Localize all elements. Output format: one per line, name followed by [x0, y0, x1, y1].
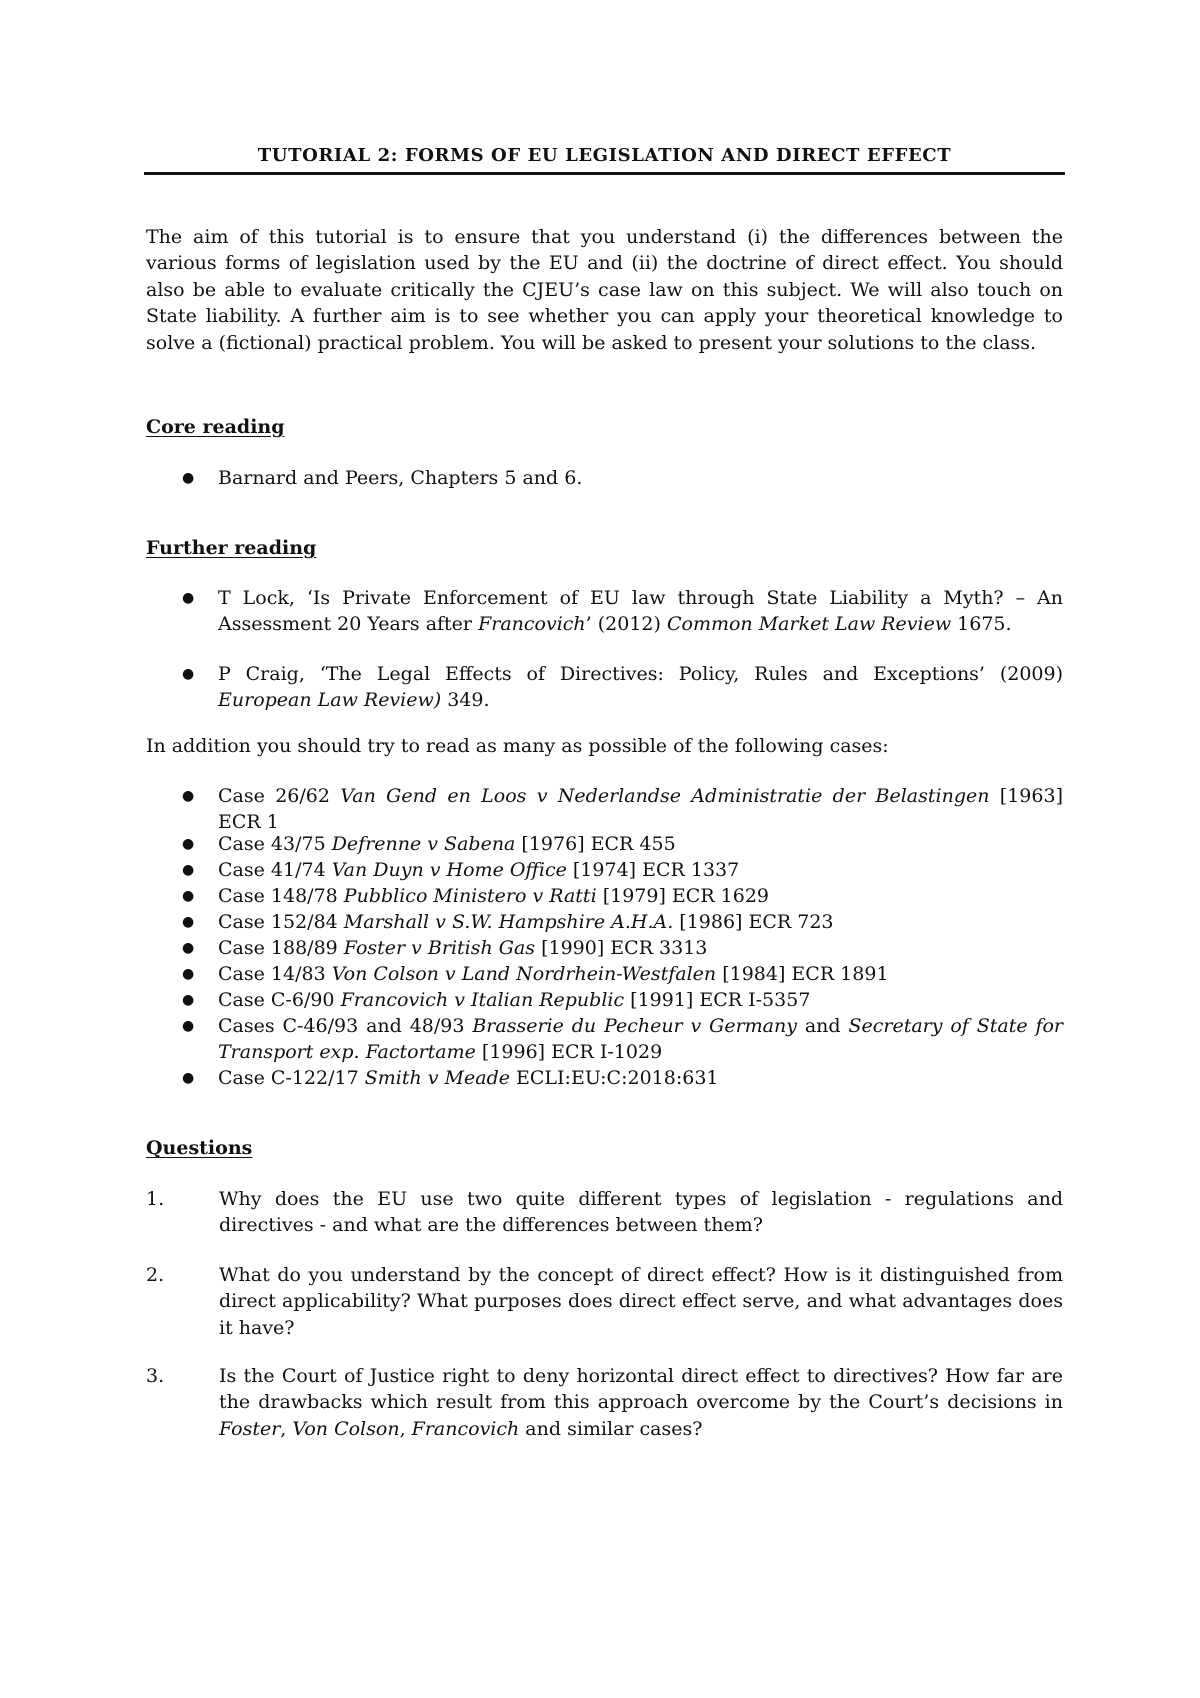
case-item	[182, 935, 1063, 961]
case-citation: [1974] ECR 1337	[566, 859, 740, 881]
case-number: Case 188/89	[218, 937, 344, 959]
title-underline-rule	[144, 172, 1065, 175]
case-citation: [1986] ECR 723	[673, 911, 834, 933]
question-number: 2.	[146, 1264, 165, 1286]
bullet-icon: ●	[182, 788, 195, 804]
text-segment: P Craig, ‘The Legal Effects of Directives: Policy, Rules and Exceptions’ (2009)	[218, 663, 1063, 685]
question-item	[146, 1363, 1063, 1442]
case-number: Case 148/78	[218, 885, 344, 907]
case-name-italic: Van Gend en Loos v Nederlandse Administratie der Belastingen	[340, 785, 990, 807]
journal-name-italic: European Law Review)	[218, 689, 442, 712]
case-number: Case 152/84	[218, 911, 344, 933]
question-number: 3.	[146, 1365, 165, 1387]
case-item	[182, 1065, 1063, 1091]
text-segment: What do you understand by the concept of direct effect? How is it distinguished from direct applicability? What purposes does direct effect serve, and what advantages does it have?	[219, 1264, 1063, 1339]
bullet-icon: ●	[182, 666, 195, 682]
case-citation: [1984] ECR 1891	[716, 963, 889, 985]
case-item	[182, 961, 1063, 987]
case-name-italic: Pubblico Ministero v Ratti	[343, 885, 597, 907]
case-item	[182, 883, 1063, 909]
case-number: Cases C-46/93 and 48/93	[218, 1015, 473, 1037]
bullet-icon: ●	[182, 914, 195, 930]
cases-intro: In addition you should try to read as many as possible of the following cases:	[146, 735, 889, 757]
bullet-icon: ●	[182, 590, 195, 606]
case-name-italic: Francovich	[478, 613, 586, 636]
question-number: 1.	[146, 1188, 165, 1210]
text-segment: 1675.	[951, 613, 1012, 636]
case-number: Case 26/62	[218, 785, 341, 807]
case-item	[182, 857, 1063, 883]
text-segment: ,	[399, 1417, 412, 1440]
case-item	[182, 987, 1063, 1013]
question-text	[219, 1186, 1063, 1239]
case-name-italic: Marshall v S.W. Hampshire A.H.A.	[343, 911, 674, 933]
case-number: Case C-122/17	[218, 1067, 365, 1089]
further-reading-item-text	[218, 661, 1063, 714]
questions-heading: Questions	[146, 1137, 253, 1159]
further-reading-heading: Further reading	[146, 537, 317, 559]
case-number: Case C-6/90	[218, 989, 341, 1011]
case-item	[182, 783, 1063, 836]
bullet-icon: ●	[182, 940, 195, 956]
bullet-icon: ●	[182, 836, 195, 852]
question-text	[219, 1363, 1063, 1442]
case-name-italic: Brasserie du Pecheur v Germany	[472, 1015, 797, 1037]
case-item-text	[218, 909, 1063, 935]
case-item-text	[218, 831, 1063, 857]
bullet-icon: ●	[182, 966, 195, 982]
case-item-text	[218, 783, 1063, 836]
text-segment: T Lock, ‘Is Private Enforcement of EU law through State Liability a Myth? – An Assessment 20 Years after	[218, 587, 1063, 636]
text-segment: Is the Court of Justice right to deny horizontal direct effect to directives? How far are the drawbacks which result from this approach overcome by the Court’s decisions in	[219, 1365, 1063, 1414]
case-name-italic: Van Duyn v Home Office	[331, 859, 567, 881]
bullet-icon: ●	[182, 992, 195, 1008]
case-item	[182, 909, 1063, 935]
bullet-icon: ●	[182, 1018, 195, 1034]
core-reading-item	[182, 465, 1063, 491]
text-segment: and	[796, 1015, 849, 1037]
case-citation: [1996] ECR I-1029	[475, 1041, 663, 1064]
question-item	[146, 1186, 1063, 1239]
case-citation: [1991] ECR I-5357	[624, 989, 811, 1011]
bullet-icon: ●	[182, 888, 195, 904]
case-item-text	[218, 1013, 1063, 1066]
case-name-italic: Smith v Meade	[364, 1067, 510, 1089]
further-reading-item	[182, 661, 1063, 714]
case-name-italic: Francovich	[411, 1417, 520, 1440]
further-reading-item-text	[218, 585, 1063, 638]
case-name-italic: Defrenne v Sabena	[331, 833, 516, 855]
case-item-text	[218, 1065, 1063, 1091]
further-reading-item	[182, 585, 1063, 638]
text-segment: ’ (2012)	[585, 613, 667, 636]
case-item	[182, 1013, 1063, 1066]
case-item-text	[218, 935, 1063, 961]
text-segment: Why does the EU use two quite different types of legislation - regulations and directives - and what are the differences between them?	[219, 1188, 1063, 1237]
case-number: Case 41/74	[218, 859, 332, 881]
bullet-icon: ●	[182, 862, 195, 878]
case-name-italic: Foster	[219, 1417, 281, 1440]
case-item-text	[218, 857, 1063, 883]
case-name-italic: Secretary of State for Transport exp. Factortame	[218, 1015, 1064, 1064]
text-segment: 349.	[441, 689, 490, 712]
case-citation: [1990] ECR 3313	[535, 937, 708, 959]
intro-paragraph: The aim of this tutorial is to ensure that you understand (i) the differences between the various forms of legislation used by the EU and (ii) the doctrine of direct effect. You should also be able to evaluate critically the CJEU’s case law on this subject. We will also touch on State liability. A further aim is to see whether you can apply your theoretical knowledge to solve a (fictional) practical problem. You will be asked to present your solutions to the class.	[146, 226, 1063, 354]
case-item-text	[218, 883, 1063, 909]
core-reading-heading: Core reading	[146, 416, 285, 438]
core-reading-item-text: Barnard and Peers, Chapters 5 and 6.	[218, 467, 583, 489]
case-name-italic: Foster v British Gas	[343, 937, 536, 959]
text-segment: ,	[280, 1417, 293, 1440]
question-text	[219, 1262, 1063, 1341]
case-item	[182, 831, 1063, 857]
document-title: TUTORIAL 2: FORMS OF EU LEGISLATION AND DIRECT EFFECT	[257, 145, 952, 166]
case-citation: [1963] ECR 1	[218, 785, 1063, 834]
case-item-text	[218, 961, 1063, 987]
case-name-italic: Von Colson v Land Nordrhein-Westfalen	[331, 963, 717, 985]
question-item	[146, 1262, 1063, 1341]
case-citation: [1979] ECR 1629	[596, 885, 770, 907]
case-name-italic: Francovich v Italian Republic	[340, 989, 625, 1011]
case-name-italic: Von Colson	[292, 1417, 400, 1440]
bullet-icon: ●	[182, 1070, 195, 1086]
case-number: Case 43/75	[218, 833, 332, 855]
case-citation: ECLI:EU:C:2018:631	[509, 1067, 719, 1089]
bullet-icon: ●	[182, 470, 195, 486]
case-item-text	[218, 987, 1063, 1013]
case-number: Case 14/83	[218, 963, 332, 985]
case-citation: [1976] ECR 455	[515, 833, 676, 855]
text-segment: and similar cases?	[519, 1417, 703, 1440]
journal-name-italic: Common Market Law Review	[666, 613, 952, 636]
